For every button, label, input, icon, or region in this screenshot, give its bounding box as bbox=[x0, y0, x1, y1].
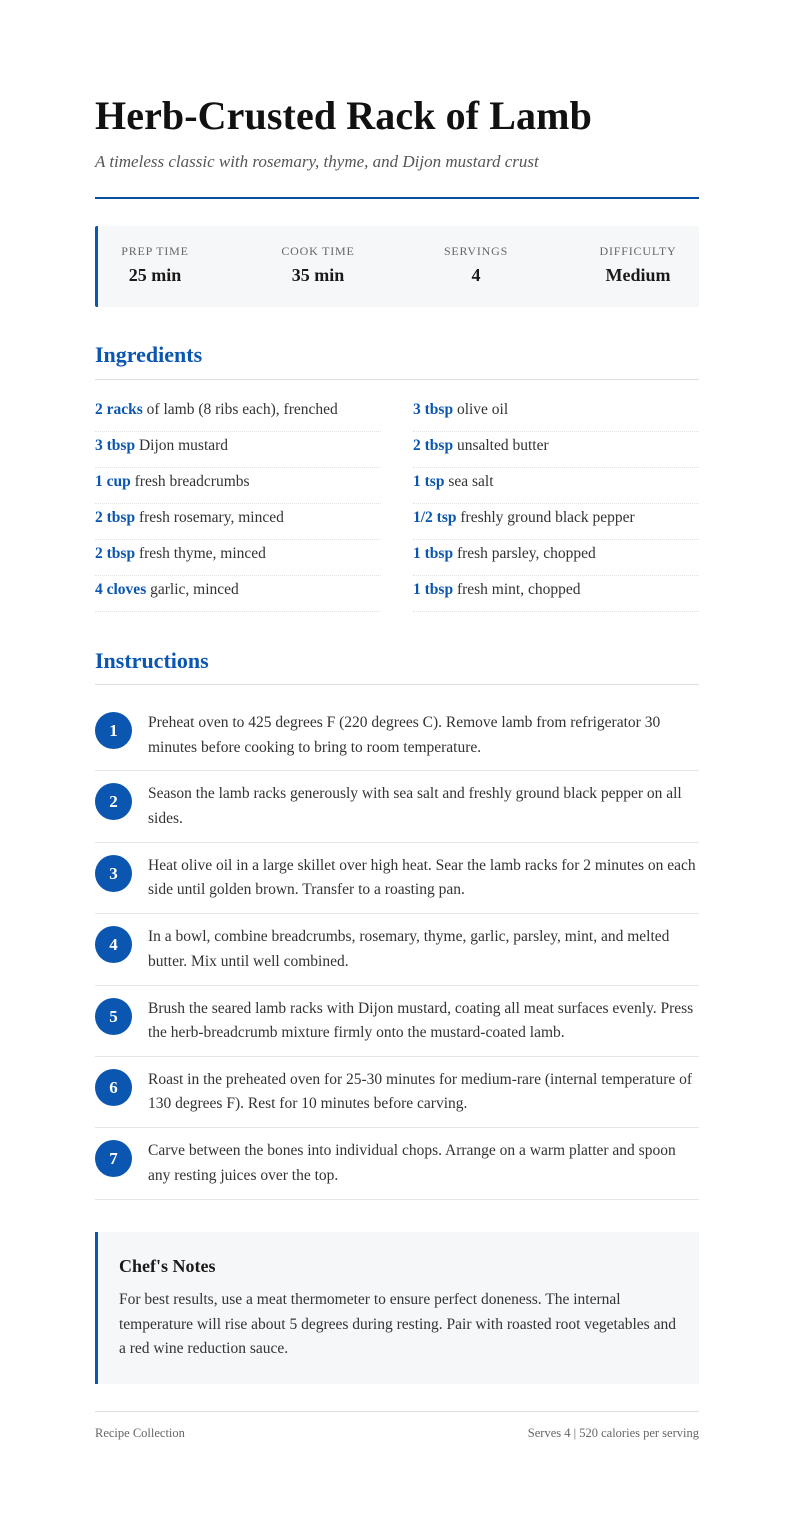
meta-label: COOK TIME bbox=[281, 244, 355, 258]
ingredient-name: of lamb (8 ribs each), frenched bbox=[146, 401, 338, 418]
meta-value: 4 bbox=[471, 265, 481, 285]
meta-label: SERVINGS bbox=[443, 244, 509, 258]
instruction-step bbox=[95, 1128, 699, 1199]
step-text: In a bowl, combine breadcrumbs, rosemary, thyme, garlic, parsley, mint, and melted butter. Mix until well combined. bbox=[148, 928, 670, 970]
ingredient-name: garlic, minced bbox=[150, 581, 239, 598]
instruction-step bbox=[95, 914, 699, 985]
ingredient-name: fresh breadcrumbs bbox=[134, 473, 250, 490]
footer-divider bbox=[95, 1411, 699, 1412]
meta-label: PREP TIME bbox=[121, 244, 189, 258]
ingredient-item bbox=[95, 576, 381, 612]
ingredient-qty: 3 tbsp bbox=[95, 437, 136, 454]
instruction-step bbox=[95, 843, 699, 914]
ingredient-qty: 2 tbsp bbox=[95, 509, 136, 526]
meta-label: DIFFICULTY bbox=[599, 244, 677, 258]
ingredient-qty: 1 tbsp bbox=[413, 545, 454, 562]
recipe-meta-panel bbox=[95, 226, 699, 307]
chefs-notes-text: For best results, use a meat thermometer to ensure perfect doneness. The internal temperature will rise about 5 degrees during resting. Pair with roasted root vegetables and a red wine reduction sauce. bbox=[119, 1291, 676, 1357]
instruction-step bbox=[95, 1057, 699, 1128]
ingredient-item bbox=[413, 504, 699, 540]
ingredient-item bbox=[95, 432, 381, 468]
step-number-badge: 5 bbox=[95, 998, 132, 1035]
recipe-title: Herb-Crusted Rack of Lamb bbox=[95, 93, 592, 138]
step-number-badge: 4 bbox=[95, 926, 132, 963]
ingredients-heading: Ingredients bbox=[95, 342, 203, 367]
chefs-notes-title: Chef's Notes bbox=[119, 1256, 216, 1276]
ingredient-qty: 4 cloves bbox=[95, 581, 147, 598]
footer-serving-info: Serves 4 | 520 calories per serving bbox=[527, 1426, 699, 1440]
ingredient-qty: 3 tbsp bbox=[413, 401, 454, 418]
ingredient-item bbox=[413, 576, 699, 612]
step-number-badge: 1 bbox=[95, 712, 132, 749]
ingredient-name: fresh rosemary, minced bbox=[138, 509, 284, 526]
ingredient-name: freshly ground black pepper bbox=[460, 509, 635, 526]
step-number-badge: 7 bbox=[95, 1140, 132, 1177]
ingredient-name: olive oil bbox=[456, 401, 509, 418]
footer-collection-label: Recipe Collection bbox=[95, 1426, 185, 1440]
ingredients-list-left bbox=[95, 396, 381, 612]
meta-value: 25 min bbox=[128, 265, 182, 285]
instruction-step bbox=[95, 771, 699, 842]
ingredient-item bbox=[413, 540, 699, 576]
ingredient-name: fresh thyme, minced bbox=[138, 545, 266, 562]
ingredient-qty: 2 tbsp bbox=[95, 545, 136, 562]
instructions-heading: Instructions bbox=[95, 648, 209, 673]
ingredient-qty: 1/2 tsp bbox=[413, 509, 457, 526]
ingredient-qty: 2 tbsp bbox=[413, 437, 454, 454]
step-text: Season the lamb racks generously with sea salt and freshly ground black pepper on all sides. bbox=[148, 785, 682, 827]
ingredient-item bbox=[413, 432, 699, 468]
title-divider bbox=[95, 197, 699, 199]
step-text: Preheat oven to 425 degrees F (220 degrees C). Remove lamb from refrigerator 30 minutes before cooking to bring to room temperature. bbox=[148, 714, 661, 756]
ingredient-name: fresh parsley, chopped bbox=[456, 545, 596, 562]
instruction-step bbox=[95, 986, 699, 1057]
ingredient-item bbox=[95, 396, 381, 432]
step-number-badge: 6 bbox=[95, 1069, 132, 1106]
step-number-badge: 2 bbox=[95, 783, 132, 820]
instruction-step bbox=[95, 700, 699, 771]
step-text: Heat olive oil in a large skillet over high heat. Sear the lamb racks for 2 minutes on each side until golden brown. Transfer to a roasting pan. bbox=[148, 856, 696, 899]
ingredient-item bbox=[413, 396, 699, 432]
ingredient-name: sea salt bbox=[448, 473, 494, 490]
step-text: Brush the seared lamb racks with Dijon mustard, coating all meat surfaces evenly. Press the herb-breadcrumb mixture firmly onto the mustard-coated lamb. bbox=[148, 999, 694, 1042]
ingredient-item bbox=[95, 468, 381, 504]
ingredient-qty: 1 tsp bbox=[413, 473, 445, 490]
ingredient-item bbox=[413, 468, 699, 504]
ingredients-list-right bbox=[413, 396, 699, 612]
ingredient-name: unsalted butter bbox=[456, 437, 549, 454]
instructions-list bbox=[95, 700, 699, 1200]
recipe-subtitle: A timeless classic with rosemary, thyme, and Dijon mustard crust bbox=[95, 152, 539, 171]
ingredient-item bbox=[95, 540, 381, 576]
ingredient-qty: 2 racks bbox=[95, 401, 143, 418]
step-number-badge: 3 bbox=[95, 855, 132, 892]
instructions-divider bbox=[95, 684, 699, 685]
meta-value: Medium bbox=[605, 265, 671, 285]
ingredient-qty: 1 tbsp bbox=[413, 581, 454, 598]
meta-value: 35 min bbox=[291, 265, 345, 285]
step-text: Roast in the preheated oven for 25-30 minutes for medium-rare (internal temperature of 130 degrees F). Rest for 10 minutes before carving. bbox=[148, 1070, 693, 1113]
chefs-notes-panel bbox=[95, 1232, 699, 1384]
ingredient-name: fresh mint, chopped bbox=[456, 581, 581, 598]
step-text: Carve between the bones into individual chops. Arrange on a warm platter and spoon any resting juices over the top. bbox=[148, 1142, 676, 1184]
ingredient-item bbox=[95, 504, 381, 540]
ingredients-divider bbox=[95, 379, 699, 380]
ingredient-qty: 1 cup bbox=[95, 473, 131, 490]
ingredient-name: Dijon mustard bbox=[138, 437, 229, 454]
